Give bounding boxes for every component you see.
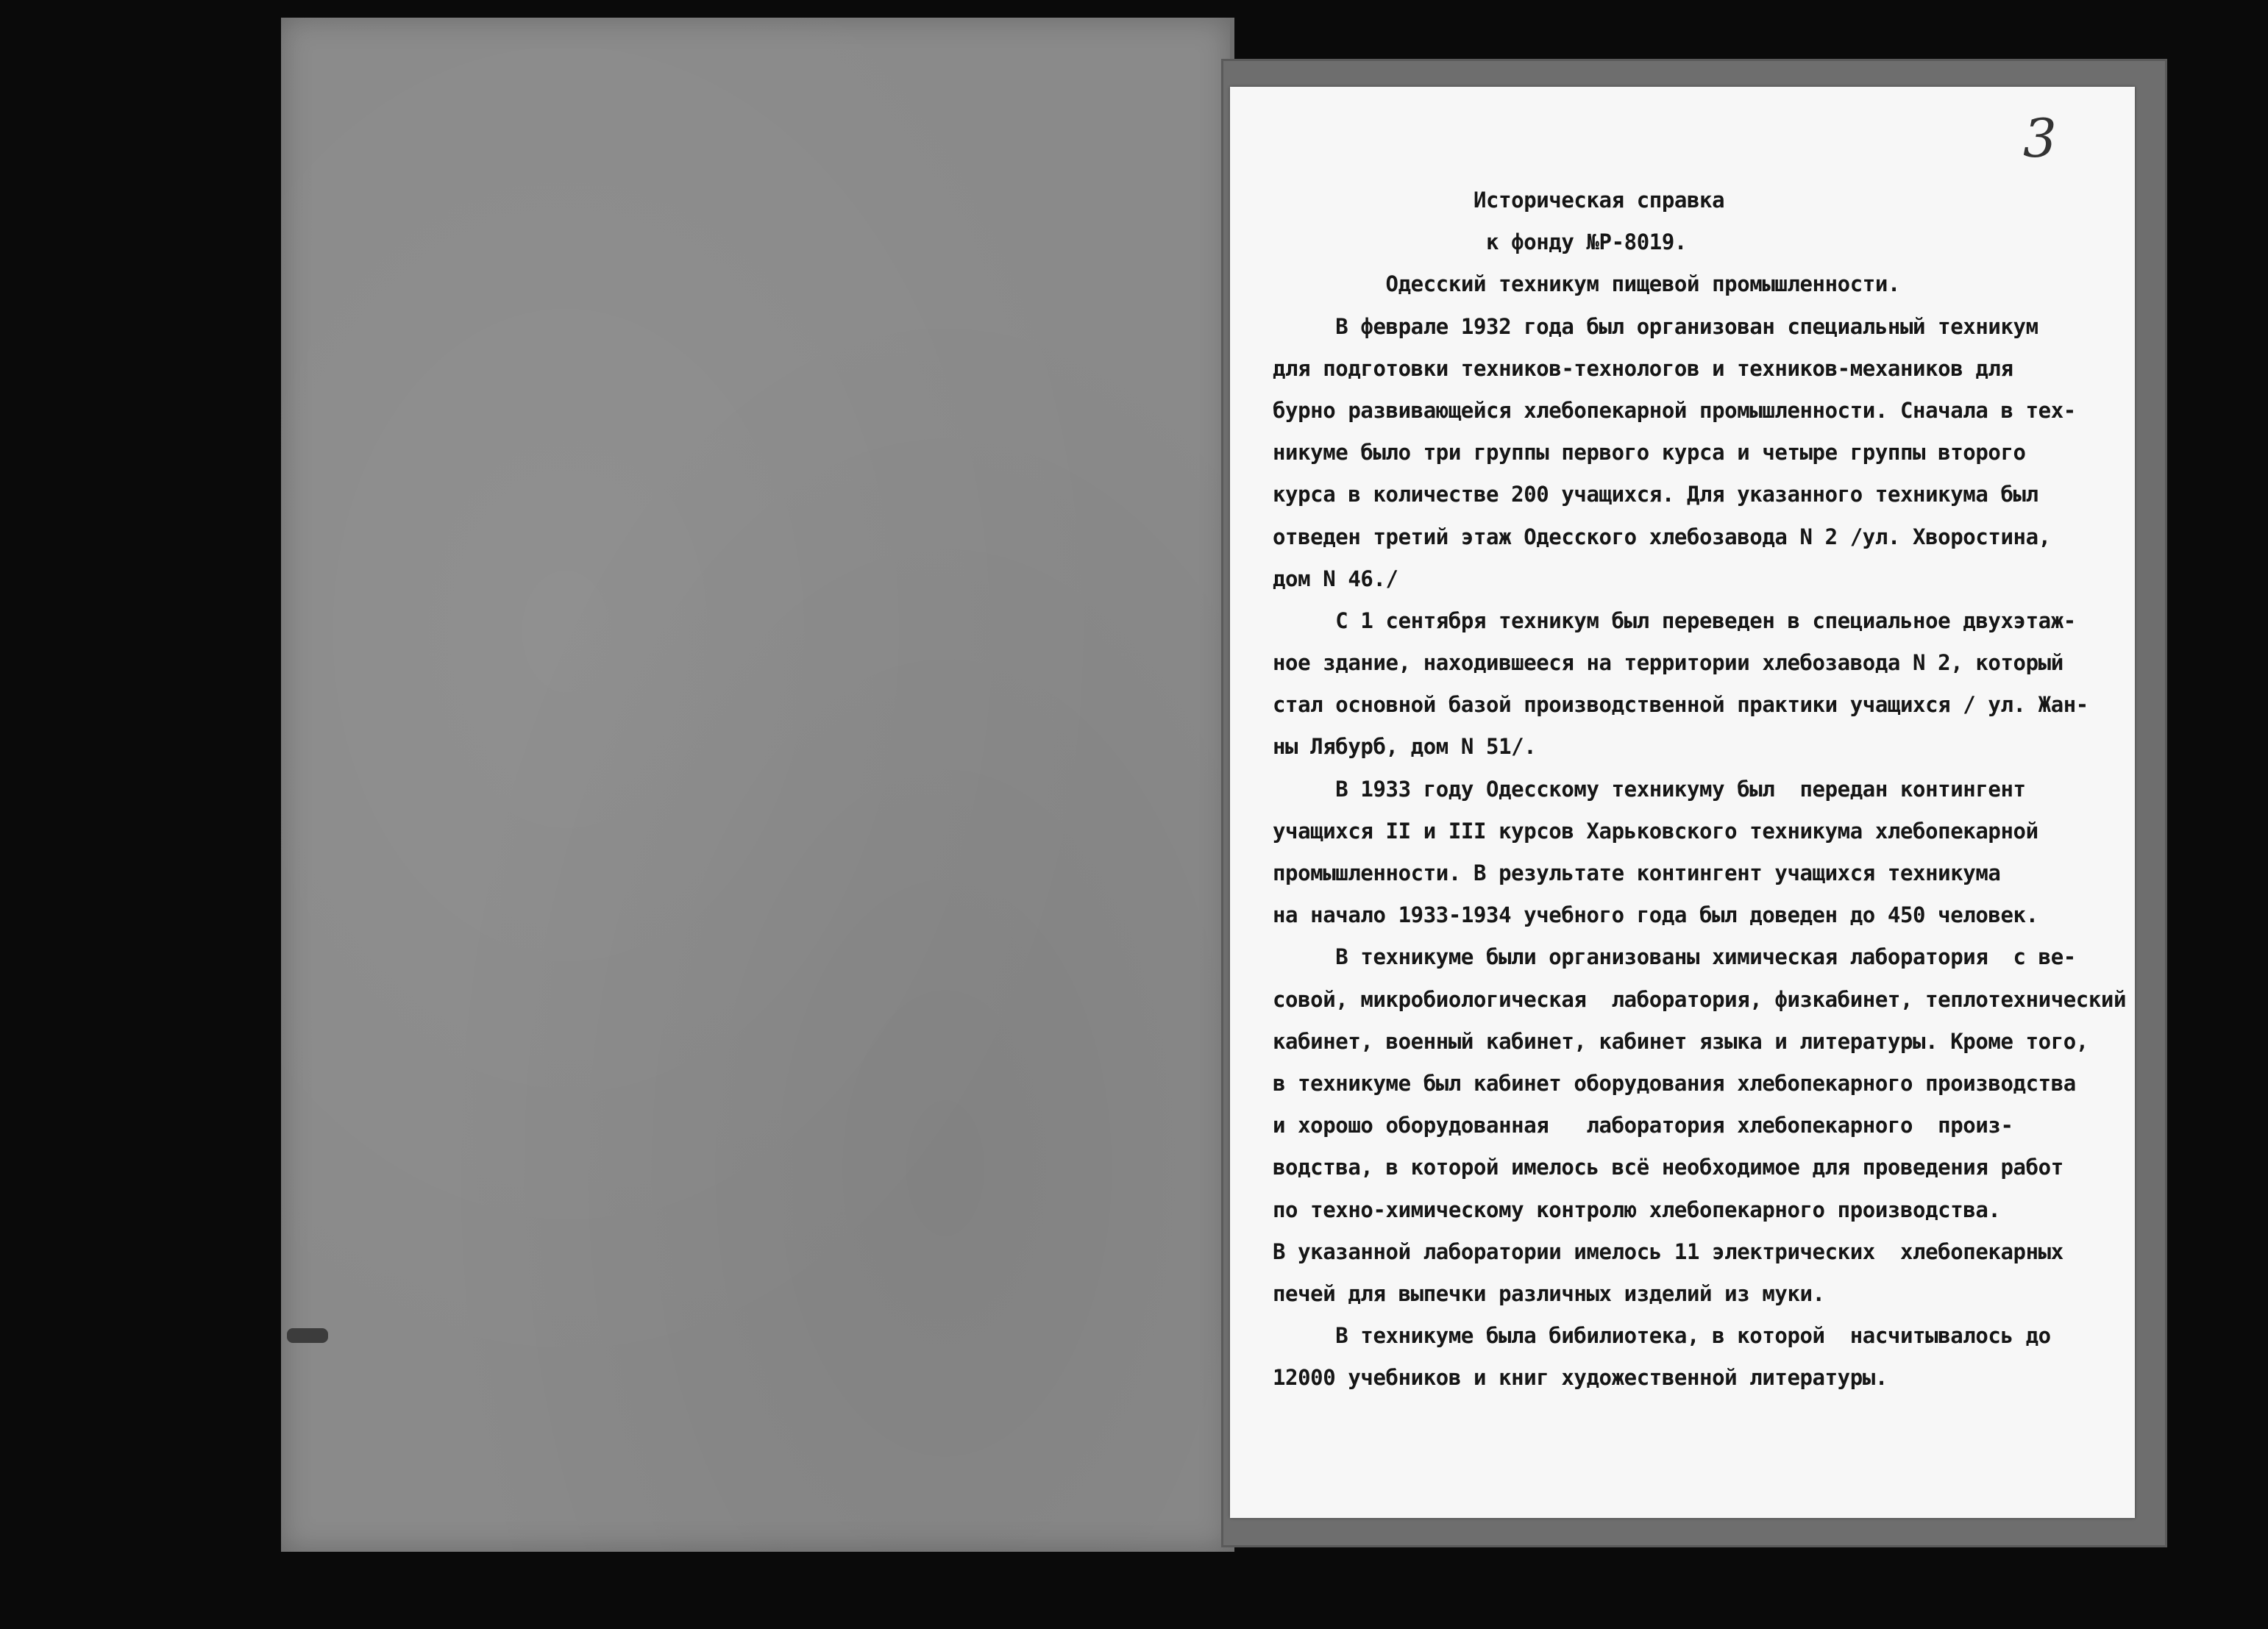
doc-line: С 1 сентября техникум был переведен в специальное двухэтаж- <box>1273 607 2076 633</box>
doc-line: в техникуме был кабинет оборудования хлебопекарного производства <box>1273 1070 2076 1096</box>
doc-fund-label: к фонду №Р <box>1273 229 1612 255</box>
doc-line: дом N 46./ <box>1273 566 1398 591</box>
doc-line: и хорошо оборудованная лаборатория хлебопекарного произ- <box>1273 1113 2013 1138</box>
doc-line: учащихся II и III курсов Харьковского техникума хлебопекарной <box>1273 818 2038 844</box>
doc-fund-number: -8019. <box>1611 229 1687 255</box>
doc-line: никуме было три группы первого курса и четыре группы второго <box>1273 440 2026 466</box>
doc-line: промышленности. В результате контингент учащихся техникума <box>1273 860 2001 885</box>
doc-line: В техникуме была бибилиотека, в которой насчитывалось до <box>1273 1323 2051 1349</box>
page-number: 3 <box>2023 107 2057 169</box>
document-body <box>1273 179 2127 1399</box>
document-page <box>1230 87 2135 1518</box>
doc-line: ны Лябурб, дом N 51/. <box>1273 734 1537 760</box>
doc-line: по техно-химическому контролю хлебопекарного производства. <box>1273 1197 2001 1222</box>
doc-fund-line <box>1273 221 2119 263</box>
doc-line: печей для выпечки различных изделий из муки. <box>1273 1280 1825 1306</box>
doc-line: В техникуме были организованы химическая лаборатория с ве- <box>1273 944 2076 970</box>
doc-line: кабинет, военный кабинет, кабинет языка и литературы. Кроме того, <box>1273 1028 2089 1054</box>
doc-line: стал основной базой производственной практики учащихся / ул. Жан- <box>1273 692 2089 718</box>
doc-line: курса в количестве 200 учащихся. Для указанного техникума был <box>1273 482 2038 507</box>
doc-line: на начало 1933-1934 учебного года был доведен до 450 человек. <box>1273 902 2038 928</box>
doc-line: бурно развивающейся хлебопекарной промышленности. Сначала в тех- <box>1273 397 2076 423</box>
cover-mark <box>287 1328 328 1343</box>
doc-title: Историческая справка <box>1273 188 1725 213</box>
doc-line: В указанной лаборатории имелось 11 электрических хлебопекарных <box>1273 1238 2063 1264</box>
folder-cover <box>281 18 1234 1552</box>
doc-line: водства, в которой имелось всё необходимое для проведения работ <box>1273 1155 2063 1180</box>
doc-line: для подготовки техников-технологов и техников-механиков для <box>1273 355 2013 381</box>
doc-subtitle: Одесский техникум пищевой промышленности. <box>1273 271 1900 297</box>
doc-line: ное здание, находившееся на территории хлебозавода N 2, который <box>1273 650 2063 676</box>
doc-line: В 1933 году Одесскому техникуму был передан контингент <box>1273 776 2026 802</box>
doc-line: отведен третий этаж Одесского хлебозавода N 2 /ул. Хворостина, <box>1273 524 2051 549</box>
doc-line: 12000 учебников и книг художественной литературы. <box>1273 1365 1888 1391</box>
doc-line: В феврале 1932 года был организован специальный техникум <box>1273 313 2038 339</box>
doc-line: совой, микробиологическая лаборатория, физкабинет, теплотехнический <box>1273 986 2127 1012</box>
